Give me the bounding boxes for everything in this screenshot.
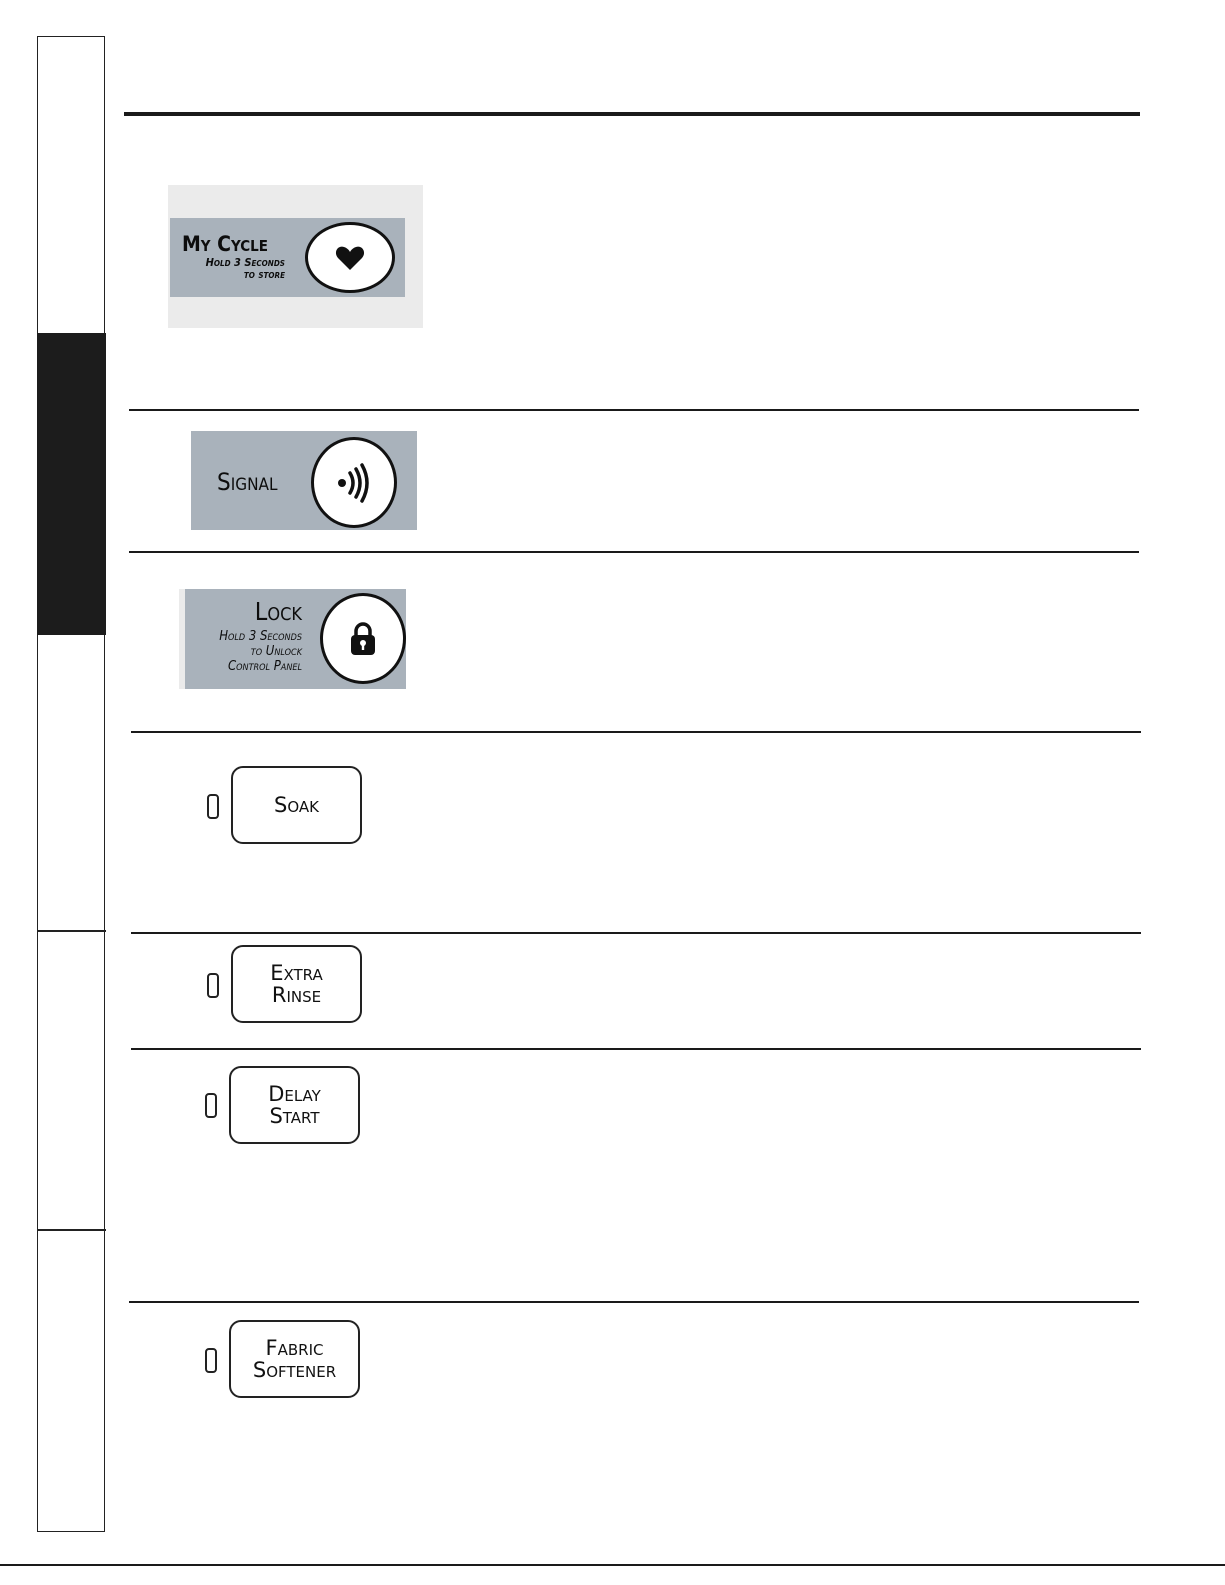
soak-label: Soak (274, 793, 319, 817)
lock-line1: Hold 3 Seconds (219, 629, 302, 644)
lock-title: Lock (254, 597, 302, 626)
footer-rule (0, 1564, 1225, 1566)
delay-start-line1: Delay (268, 1082, 321, 1106)
extra-rinse-line1: Extra (270, 961, 323, 985)
section-divider (129, 551, 1139, 553)
soak-indicator-light (207, 794, 219, 819)
heart-icon (335, 245, 365, 271)
padlock-icon (349, 621, 377, 657)
fabric-softener-line1: Fabric (265, 1336, 324, 1360)
signal-button[interactable] (311, 437, 397, 528)
section-divider (131, 932, 1141, 934)
my-cycle-title: My Cycle (182, 232, 268, 256)
extra-rinse-line2: Rinse (271, 983, 322, 1007)
my-cycle-line2: to store (243, 268, 285, 281)
lock-button[interactable] (320, 593, 406, 684)
section-divider (129, 1301, 1139, 1303)
delay-start-indicator-light (205, 1093, 217, 1118)
side-tab-divider (37, 930, 106, 932)
extra-rinse-button[interactable] (231, 945, 362, 1023)
section-divider (131, 731, 1141, 733)
delay-start-line2: Start (269, 1104, 320, 1128)
side-tab-active (37, 333, 106, 635)
header-rule (124, 112, 1140, 116)
lock-line2: to Unlock (250, 644, 302, 659)
sound-waves-icon (334, 463, 374, 503)
side-tab-strip (37, 36, 105, 1532)
delay-start-button[interactable] (229, 1066, 360, 1144)
fabric-softener-indicator-light (205, 1348, 217, 1373)
section-divider (129, 409, 1139, 411)
soak-button[interactable] (231, 766, 362, 844)
my-cycle-line1: Hold 3 Seconds (205, 256, 285, 269)
signal-title: Signal (217, 468, 278, 496)
side-tab-divider (37, 1229, 106, 1231)
extra-rinse-indicator-light (207, 973, 219, 998)
fabric-softener-button[interactable] (229, 1320, 360, 1398)
my-cycle-button[interactable] (305, 222, 395, 293)
section-divider (131, 1048, 1141, 1050)
lock-line3: Control Panel (227, 659, 302, 674)
fabric-softener-line2: Softener (252, 1358, 337, 1382)
